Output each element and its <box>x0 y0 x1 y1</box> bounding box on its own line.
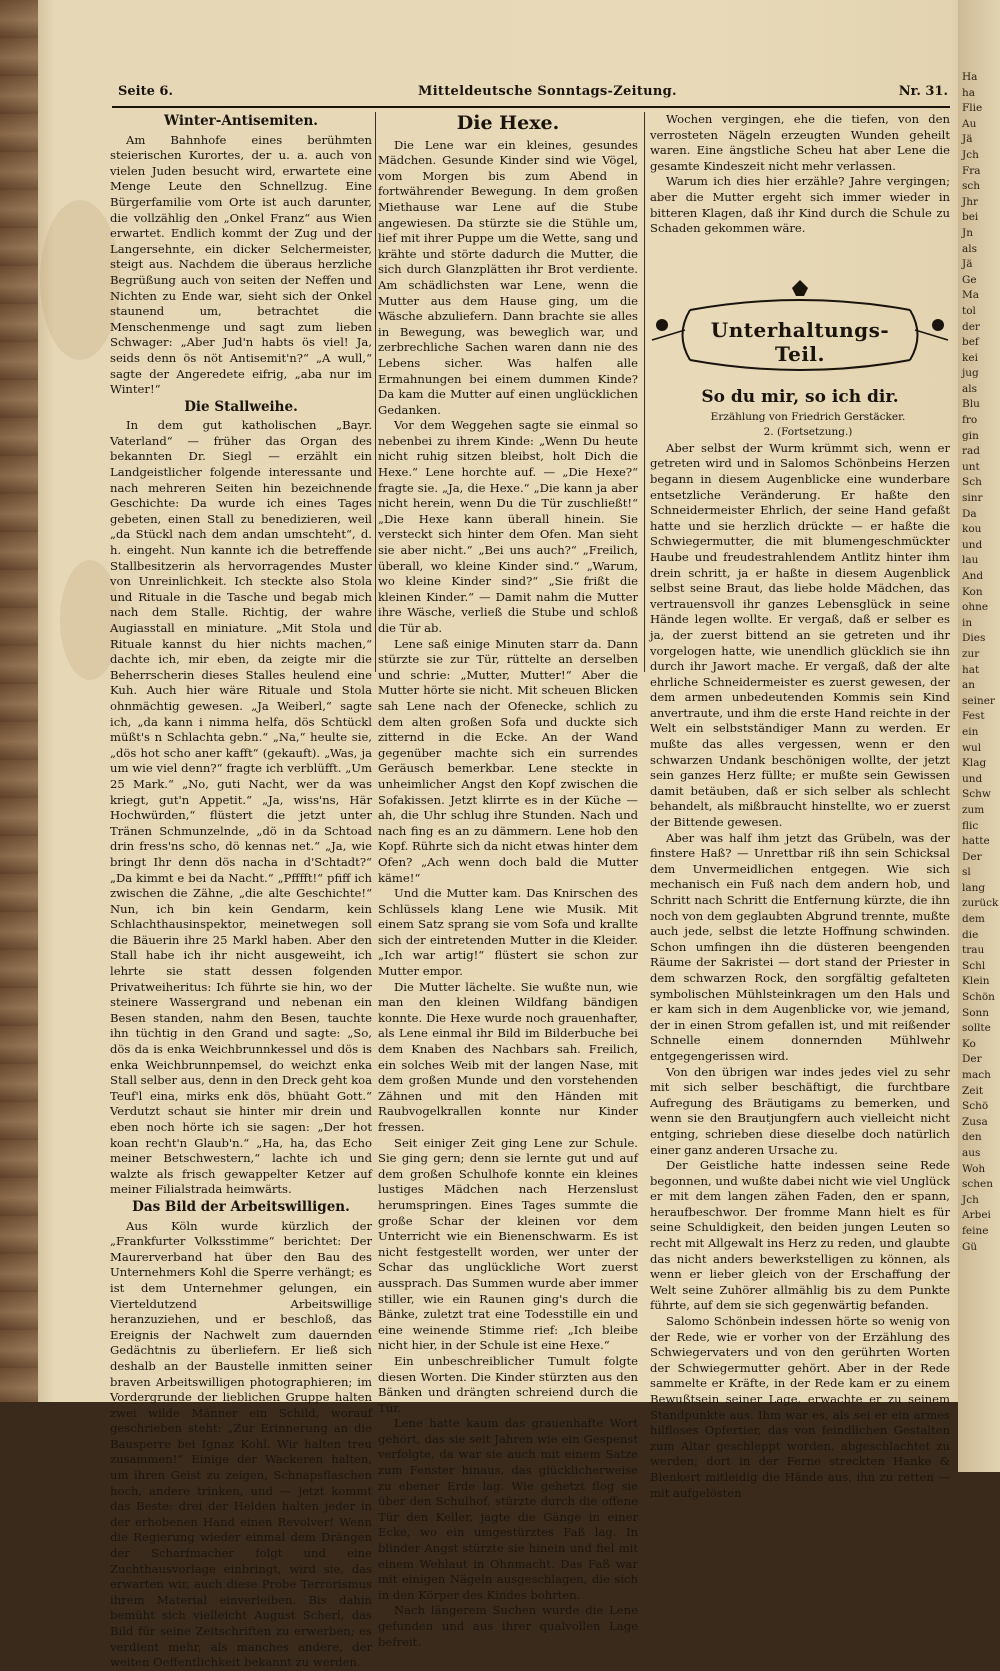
edge-text-fragment: Ko <box>962 1037 976 1050</box>
newspaper-page <box>38 70 958 1670</box>
edge-text-fragment: Fra <box>962 164 981 177</box>
edge-text-fragment: zur <box>962 647 980 660</box>
edge-text-fragment: rad <box>962 445 981 458</box>
story-paragraph: Vor dem Weggehen sagte sie einmal so nebenbei zu ihrem Kinde: „Wenn Du heute nicht ruhig sitzen bleibst, holt Dich die Hexe.“ Lene horchte auf. — „Die Hexe?“ fragte sie. „Ja, die Hexe.“ „Die kann ja aber nicht herein, wenn Du die Tür zuschließt!“ „Die Hexe kann überall hinein. Sie versteckt sich hinter dem Ofen. Man sieht sie aber nicht.“ „Bei uns auch?“ „Freilich, überall, wo kleine Kinder sind.“ „Warum, wo kleine Kinder sind?“ „Sie frißt die kleinen Kinder.“ — Damit nahm die Mutter ihre Wäsche, verließ die Stube und schloß die Tür ab. <box>378 418 638 635</box>
story-paragraph: Von den übrigen war indes jedes viel zu sehr mit sich selber beschäftigt, die furchtbare Aufregung des Bräutigams zu bemerken, und wenn sie den Brautjungfern auch vielleicht nicht entging, schrieben diese dieselbe doch natürlich einer ganz anderen Ursache zu. <box>650 1064 950 1157</box>
story-paragraph: Die Mutter lächelte. Sie wußte nun, wie man den kleinen Wildfang bändigen konnte. Die Hexe wurde noch grauenhafter, als Lene einmal ihr Bild im Bilderbuche bei dem Knaben des Nachbars sah. Freilich, ein solches Weib mit der langen Nase, mit dem großen Munde und den vorstehenden Zähnen und mit den Händen mit Raubvogelkrallen konnte nur Kinder fressen. <box>378 979 638 1134</box>
story-paragraph: Nach längerem Suchen wurde die Lene gefunden und aus ihrer qualvollen Lage befreit. <box>378 1603 638 1649</box>
edge-text-fragment: unt <box>962 460 980 473</box>
story-paragraph: Der Geistliche hatte indessen seine Rede begonnen, und wußte dabei nicht wie viel Unglück er mit dem langen zähen Faden, den er spann, heraufbeschwor. Der fromme Mann hielt es für seine Schuldigkeit, den beiden jungen Leuten so recht mit Allgewalt ins Herz zu reden, und glaubte das nicht anders bewerkstelligen zu können, als wenn er lieber gleich von der Erschaffung der Welt seine Zuhörer allmählig bis zu dem Punkte führte, auf dem sie sich gegenwärtig befanden. <box>650 1158 950 1313</box>
edge-text-fragment: mach <box>962 1069 991 1081</box>
article-title: Die Stallweihe. <box>184 398 298 415</box>
header-rule <box>112 106 950 108</box>
edge-text-fragment: zurück <box>962 897 999 910</box>
edge-text-fragment: Dies <box>962 632 986 645</box>
edge-text-fragment: wul <box>962 741 982 754</box>
edge-text-fragment: ohne <box>962 601 989 614</box>
edge-text-fragment: Woh <box>962 1162 986 1175</box>
edge-text-fragment: feine <box>962 1224 989 1237</box>
edge-text-fragment: den <box>962 1131 982 1144</box>
serial-byline: Erzählung von Friedrich Gerstäcker. <box>710 410 906 423</box>
story-paragraph: Aber was half ihm jetzt das Grübeln, was der finstere Haß? — Unrettbar riß ihn sein Schicksal dem Unvermeidlichen entgegen. Wie sich mechanisch ein Fuß nach dem andern hob, und Schritt nach Schritt die Entfernung kürzte, die ihn noch von dem geglaubten Abgrund trennte, mußte auch jede, selbst die letzte Hoffnung schwinden. Schon umfingen ihn die düsteren beengenden Räume der Sakristei — dort stand der Priester in dem schwarzen Rock, den sorgfältig gefalteten symbolischen Mühlsteinkragen um den Hals und er kam sich in dem Augenblicke vor, wie jemand, der in einen Strom gefallen ist, und mit reißender Schnelle einem donnernden Mühlwehr entgegengerissen wird. <box>650 830 950 1063</box>
edge-text-fragment: Sch <box>962 476 982 489</box>
edge-text-fragment: als <box>962 382 978 395</box>
edge-text-fragment: sch <box>962 180 981 193</box>
story-paragraph: Und die Mutter kam. Das Knirschen des Schlüssels klang Lene wie Musik. Mit einem Satz sprang sie vom Sofa und krallte sich der eintretenden Mutter in die Kleider. „Ich war artig!“ flüstert sie schon zur Mutter empor. <box>378 886 638 979</box>
edge-text-fragment: und <box>962 772 983 785</box>
edge-text-fragment: sollte <box>962 1022 991 1035</box>
article-paragraph: Am Bahnhofe eines berühmten steierischen Kurortes, der u. a. auch von vielen Juden besucht wird, erwartete eine Menge Leute den Schnellzug. Eine Bürgerfamilie vom Orte ist auch darunter, die vollzählig den „Onkel Franz“ aus Wien erwartet. Endlich kommt der Zug und der Langersehnte, ein dicker Selchermeister, steigt aus. Nachdem die überaus herzliche Begrüßung auch von seiten der Neffen und Nichten zu Ende war, sieht sich der Onkel staunend um, betrachtet die Menschenmenge und sagt zum lieben Schwager: „Aber Jud'n habts ös viel! Ja, seids denn ös nöt Antisemit'n?“ „A wull,“ sagte der Angeredete eifrig, „aba nur im Winter!“ <box>110 132 372 397</box>
edge-text-fragment: Jn <box>962 226 973 239</box>
story-paragraph: Aber selbst der Wurm krümmt sich, wenn er getreten wird und in Salomos Schönbeins Herzen begann in diesem Augenblicke eine wunderbare entsetzliche Veränderung. Er haßte den Schneidermeister Ehrlich, der seine Hand gefaßt hatte und sie herzlich drückte — er haßte die Schwiegermutter, die mit blumengeschmückter Haube und freudestrahlendem Antlitz hinter ihm drein schritt, ja er haßte in diesem Augenblick selbst seine Braut, das liebe holde Mädchen, das vertrauensvoll ihr ganzes Lebensglück in seine Hände legen wollte. Er vergaß, daß er selber es ja, der zuerst bittend an sie getreten und ihr vorgelogen hatte, wie unendlich glücklich sie ihn durch ihr Jawort mache. Er vergaß, daß der alte ehrliche Schneidermeister es zuerst gewesen, der dem armen unbedeutenden Kommis sein Kind anvertraute, und ihm die erste Hand reichte in der Welt ein selbstständiger Mann zu werden. Er mußte das alles vergessen, wenn er den schwarzen Undank beschönigen wollte, der jetzt sein ganzes Herz füllte; er mußte sein Gewissen damit betäuben, daß er sich selber als schlecht behandelt, als mißbraucht hinstellte, wo er zuerst der Bittende gewesen. <box>650 440 950 830</box>
column-divider <box>644 112 645 672</box>
edge-text-fragment: Zeit <box>962 1084 984 1097</box>
book-spine <box>0 0 38 1402</box>
edge-text-fragment: Schön <box>962 991 995 1004</box>
story-paragraph: Salomo Schönbein indessen hörte so wenig von der Rede, wie er vorher von der Erzählung des Schwiegervaters und von den gerührten Worten der Schwiegermutter gehört. Aber in der Rede sammelte er Kräfte, in der Rede kam er zu einem Bewußtsein seiner Lage, erwachte er zu seinem Standpunkte aus. Ihm war es, als sei er ein armes hilfloses Opfertier, das von feindlichen Gestalten zum Altar geschleppt worden, abgeschlachtet zu werden; dort in der Ferne streckten Hanke & Blenkert mitleidig die Hände aus, ihn zu retten — mit aufgelösten <box>650 1314 950 1500</box>
edge-text-fragment: in <box>962 616 973 629</box>
story-paragraph: Wochen vergingen, ehe die tiefen, von den verrosteten Nägeln erzeugten Wunden geheilt waren. Eine ängstliche Scheu hat aber Lene die gesamte Kindeszeit nicht mehr verlassen. <box>650 112 950 173</box>
serial-title: So du mir, so ich dir. <box>701 387 899 407</box>
edge-text-fragment: Fest <box>962 710 985 723</box>
article-title: Winter-Antisemiten. <box>163 113 318 129</box>
issue-number: Nr. 31. <box>898 84 948 99</box>
adjacent-page-edge <box>958 0 1000 1472</box>
story-heading: Die Hexe. <box>456 112 560 134</box>
edge-text-fragment: Jhr <box>962 195 978 208</box>
edge-text-fragment: Gü <box>962 1240 978 1253</box>
edge-text-fragment: Der <box>962 1053 982 1066</box>
edge-text-fragment: lang <box>962 881 986 894</box>
edge-text-fragment: aus <box>962 1146 981 1159</box>
edge-text-fragment: kei <box>962 351 978 364</box>
edge-text-fragment: Au <box>962 117 977 130</box>
edge-text-fragment: And <box>962 570 984 582</box>
edge-text-fragment: hat <box>962 663 980 676</box>
serial-continuation <box>650 425 950 441</box>
story-paragraph: Die Lene war ein kleines, gesundes Mädchen. Gesunde Kinder sind wie Vögel, vom Morgen bis zum Abend in fortwährender Bewegung. In dem großen Miethause war Lene auf die Stube angewiesen. Da stürzte sie die Stühle um, lief mit ihrer Puppe um die Wette, sang und krähte und störte dadurch die Mutter, die sich durch Glanzplätten ihr Brot verdiente. Am schädlichsten war Lene, wenn die Mutter aus dem Hause ging, um die Wäsche abzuliefern. Dann brachte sie alles in Bewegung, was beweglich war, und zerbrechliche Sachen waren dann nie des Lebens sicher. Was halfen alle Ermahnungen bei einem dummen Kinde? Da kam die Mutter auf einen unglücklichen Gedanken. <box>378 137 638 417</box>
edge-text-fragment: sl <box>962 866 971 879</box>
edge-text-fragment: Klein <box>962 975 990 988</box>
edge-text-fragment: Zusa <box>962 1115 988 1128</box>
article-title: Das Bild der Arbeitswilligen. <box>132 1198 350 1215</box>
edge-text-fragment: Flie <box>962 102 983 115</box>
edge-text-fragment: bef <box>962 336 979 349</box>
edge-text-fragment: Ge <box>962 273 977 286</box>
edge-text-fragment: ein <box>962 725 979 738</box>
edge-text-fragment: schen <box>962 1178 994 1191</box>
edge-text-fragment: seiner <box>962 694 995 707</box>
edge-text-fragment: Jch <box>962 148 979 161</box>
story-paragraph: Seit einiger Zeit ging Lene zur Schule. Sie ging gern; denn sie lernte gut und auf dem großen Schulhofe konnte ein kleines lustiges Mädchen nach Herzenslust herumspringen. Eines Tages summte die große Schar der kleinen vor dem Unterricht wie ein Bienenschwarm. Es ist nicht festgestellt worden, wer unter der Schar das unglückliche Wort zuerst aussprach. Das Summen wurde aber immer stiller, wie ein Raunen ging's durch die Bänke, zuletzt trat eine Todesstille ein und eine weinende Stimme rief: „Ich bleibe nicht hier, in der Schule ist eine Hexe.“ <box>378 1135 638 1353</box>
edge-text-fragment: gin <box>962 429 979 442</box>
edge-text-fragment: Klag <box>962 757 987 770</box>
edge-text-fragment: Jä <box>962 258 973 271</box>
edge-text-fragment: Schw <box>962 788 991 801</box>
edge-text-fragment: trau <box>962 944 985 957</box>
edge-text-fragment: Ma <box>962 289 980 302</box>
column-2 <box>378 112 638 1649</box>
newspaper-title: Mitteldeutsche Sonntags-Zeitung. <box>418 84 677 99</box>
edge-text-fragment: flic <box>962 819 979 832</box>
edge-text-fragment: bei <box>962 211 979 224</box>
edge-text-fragment: Arbei <box>962 1209 991 1222</box>
edge-text-fragment: Schl <box>962 959 986 972</box>
column-1 <box>110 112 372 1670</box>
column-3-story <box>650 387 950 1500</box>
edge-text-fragment: lau <box>962 554 979 567</box>
article-paragraph: In dem gut katholischen „Bayr. Vaterland“ — früher das Organ des bekannten Dr. Siegl — erzählt ein Landgeistlicher folgende interessante und nach mehreren Seiten hin bezeichnende Geschichte: Da wurde ich eines Tages gebeten, einen Stall zu benedizieren, weil „da Stückl nach dem andan umschteht“, d. h. eingeht. Nun kannte ich die betreffende Stallbesitzerin als hervorragendes Muster von Unreinlichkeit. Ich steckte also Stola und Rituale in die Tasche und begab mich nach dem Stalle. Richtig, der wahre Augiasstall en miniature. „Mit Stola und Rituale kannst du hier nichts machen,“ dachte ich, mir eben, da zeigte mir die Beherrscherin dieses Stalles heulend eine Kuh. Auch hier wäre Rituale und Stola ohnmächtig gewesen. „Ja Weiberl,“ sagte ich, „da kann i nimma helfa, dös Schtückl müßt's n Schlachta gebn.“ „Na,“ heulte sie, „dös hot scho aner kafft“ (gekauft). „Was, ja um wie viel denn?“ fragte ich verblüfft. „Um 25 Mark.“ „No, guti Nacht, wer da was kriegt, gut'n Appetit.“ „Ja, wiss'ns, Här Hochwürden,“ flüstert die jetzt unter Tränen Schmunzelnde, „dö in da Schtoad drin fress'ns scho, dö kennas net.“ „Ja, wie bringt Ihr denn dös nacha in d'Schtadt?“ „Da kimmt e bei da Nacht.“ „Pfffft!“ pfiff ich zwischen die Zähne, „die alte Geschichte!“ Nun, ich bin kein Gendarm, kein Schlachthausinspektor, meinetwegen soll die Bäuerin ihre 25 Markl haben. Aber den Stall habe ich ihr nicht ausgeweiht, ich lehrte sie statt dessen folgenden Privatweiheritus: Ich führte sie hin, wo der steinere Wassergrand und nebenan ein Besen standen, nahm den Besen, tauchte ihn tüchtig in den Grand und sagte: „So, dös da is enka Weichbrunnkessel und dös is enka Weichbrunnpemsel, do weichzt enka Stall selber aus, denn in den Dreck geht koa Teuf'l eina, mirks enk dös, bhüaht Gott.“ Verdutzt schaut sie hinter mir drein und eben noch hörte ich sie sagen: „Der hot koan recht'n Glaub'n.“ „Ha, ha, das Echo meiner Betschwestern,“ lachte ich und walzte als frisch gewappelter Ketzer auf meiner Filialstrada heimwärts. <box>110 418 372 1197</box>
story-paragraph: Ein unbeschreiblicher Tumult folgte diesen Worten. Die Kinder stürzten aus den Bänken und drängten schreiend durch die Tür. <box>378 1353 638 1415</box>
edge-text-fragment: sinr <box>962 492 983 505</box>
page-number: Seite 6. <box>118 84 173 99</box>
page-header <box>118 84 948 106</box>
article-paragraph: Aus Köln wurde kürzlich der „Frankfurter Volksstimme“ berichtet: Der Maurerverband hat über den Bau des Unternehmers Kohl die Sperre verhängt; es ist dem Unternehmer gelungen, ein Vierteldutzend Arbeitswillige heranzuziehen, und er beschloß, das Ereignis der Nachwelt zum dauernden Gedächtnis zu überliefern. Er ließ sich deshalb an der Baustelle inmitten seiner braven Arbeitswilligen photographieren; im Vordergrunde der lieblichen Gruppe halten zwei wilde Männer ein Schild, worauf geschrieben steht: „Zur Erinnerung an die Bausperre bei Ignaz Kohl. Wir halten treu zusammen!“ Einige der Wackeren halten, um ihren Geist zu zeigen, Schnapsflaschen hoch, andere trinken, und — jetzt kommt das Beste: drei der Helden halten jeder in der erhobenen Hand einen Revolver! Wenn die Regierung wieder einmal dem Drängen der Scharfmacher folgt und eine Zuchthausvorlage einbringt, wird sie, das erwarten wir, auch diese Probe Terrorismus ihrem Material einverleiben. Bis dahin bemüht sich vielleicht August Scherl, das Bild für seine Zeitschriften zu erwerben; es verdient mehr, als manches andere, der weiten Oeffentlichkeit bekannt zu werden. <box>110 1218 372 1670</box>
edge-text-fragment: Sonn <box>962 1006 990 1019</box>
edge-text-fragment: Schö <box>962 1100 989 1113</box>
edge-text-fragment: Da <box>962 507 977 520</box>
edge-text-fragment: Kon <box>962 585 983 598</box>
edge-text-fragment: an <box>962 679 976 692</box>
section-title: Unterhaltungs-Teil. <box>710 318 890 366</box>
edge-text-fragment: zum <box>962 803 985 816</box>
story-paragraph: Warum ich dies hier erzähle? Jahre vergingen; aber die Mutter ergeht sich immer wieder in bitteren Klagen, daß ihr Kind durch die Schule zu Schaden gekommen wäre. <box>650 174 950 236</box>
edge-text-fragment: die <box>962 928 979 941</box>
edge-text-fragment: ha <box>962 86 976 99</box>
edge-text-fragment: Jä <box>962 133 973 146</box>
edge-text-fragment: Blu <box>962 398 980 411</box>
edge-text-fragment: der <box>962 320 980 333</box>
edge-text-fragment: Jch <box>962 1193 979 1206</box>
column-3-top <box>650 112 950 262</box>
continuation-note: (Fortsetzung.) <box>776 426 853 439</box>
edge-text-fragment: jug <box>962 367 979 380</box>
edge-text-fragment: Der <box>962 850 982 863</box>
column-divider <box>375 112 376 672</box>
edge-text-fragment: dem <box>962 913 985 926</box>
edge-text-fragment: fro <box>962 414 978 427</box>
entertainment-section-banner <box>650 280 950 380</box>
edge-text-fragment: als <box>962 242 978 255</box>
edge-text-fragment: Ha <box>962 71 978 83</box>
edge-text-fragment: und <box>962 538 983 551</box>
story-paragraph: Lene hatte kaum das grauenhafte Wort gehört, das sie seit Jahren wie ein Gespenst verfolgte, da war sie auch mit einem Satze zum Fenster hinaus, das glücklicherweise zu ebener Erde lag. Wie gehetzt flog sie über den Schulhof, stürzte durch die offene Tür den Keller, jagte die Gänge in einer Ecke, wo ein umgestürztes Faß lag. In blinder Angst stürzte sie hinein und fiel mit einem Wehlaut in Ohnmacht. Das Faß war mit einigen Nägeln ausgeschlagen, die sich in den Körper des Kindes bohrten. <box>378 1416 638 1602</box>
edge-text-fragment: tol <box>962 304 976 317</box>
edge-text-fragment: kou <box>962 523 982 536</box>
edge-text-fragment: hatte <box>962 835 990 848</box>
story-paragraph: Lene saß einige Minuten starr da. Dann stürzte sie zur Tür, rüttelte an derselben und schrie: „Mutter, Mutter!“ Aber die Mutter hörte sie nicht. Mit scheuen Blicken sah Lene nach der Ofenecke, schlich zu dem alten großen Sofa und duckte sich zitternd in die Ecke. An der Wand gegenüber machte sich ein surrendes Geräusch bemerkbar. Lene steckte in unheimlicher Angst den Kopf zwischen die Sofakissen. Jetzt klirrte es in der Küche — ah, die Uhr schlug ihre Stunden. Nach und nach fing es an zu dämmern. Lene hob den Kopf. Rührte sich da nicht etwas hinter dem Ofen? „Ach wenn doch bald die Mutter käme!“ <box>378 636 638 885</box>
serial-part-number: 2. <box>763 426 774 439</box>
